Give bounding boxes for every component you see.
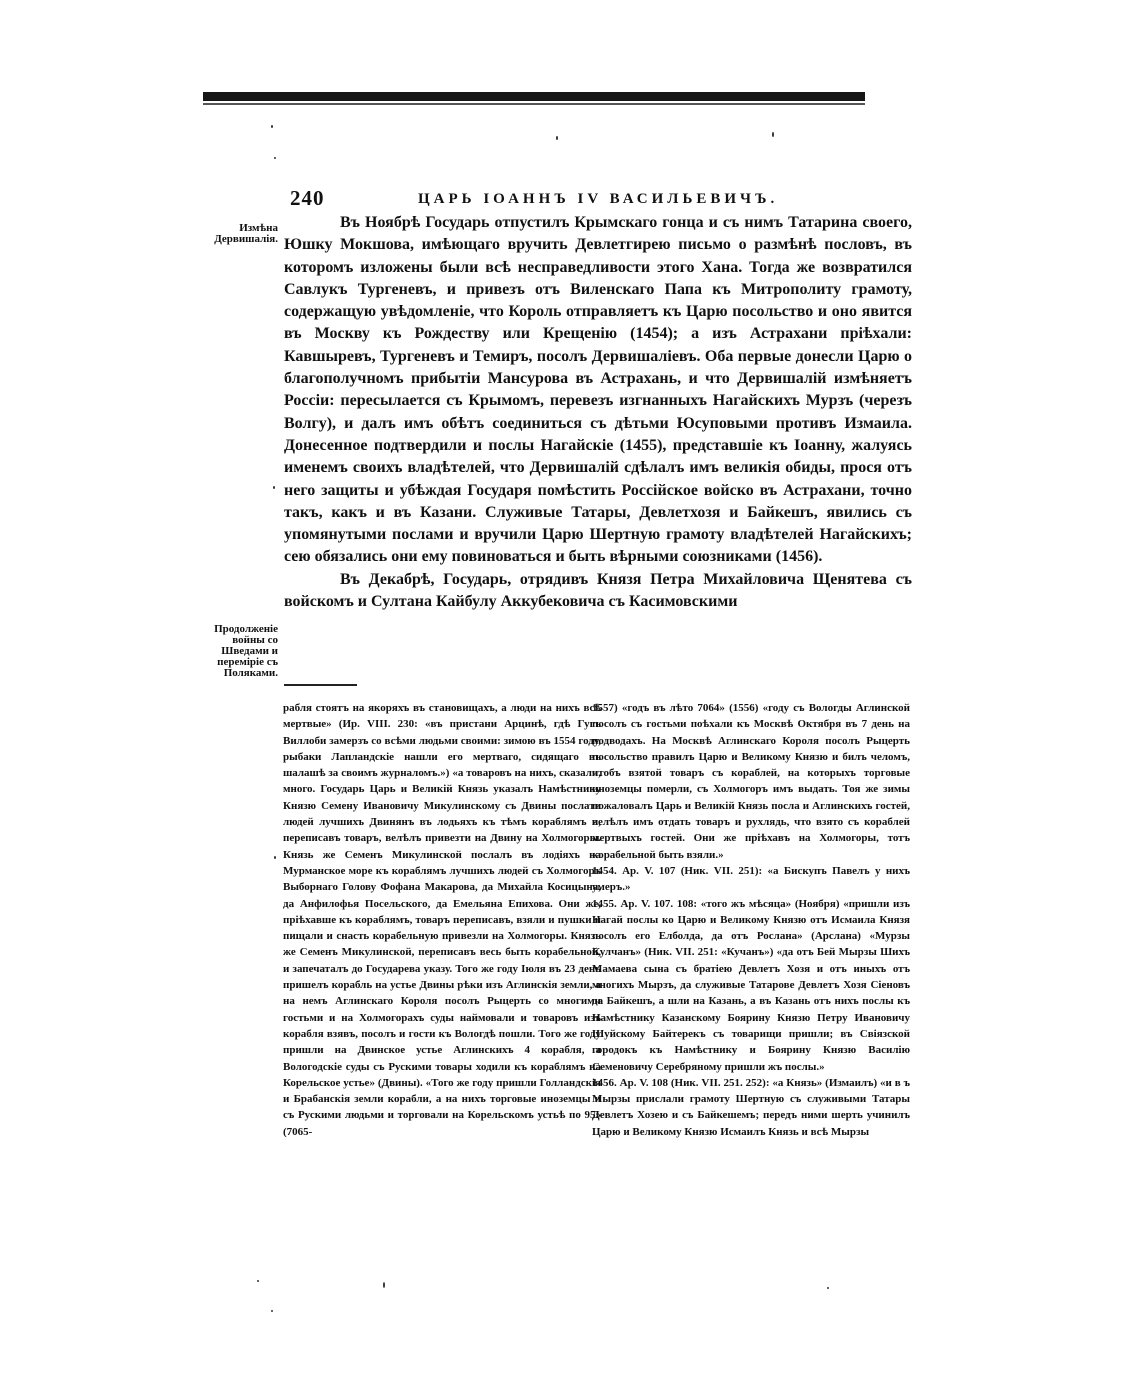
scan-speck [772,132,774,137]
page-number: 240 [290,186,325,210]
scan-speck [271,1310,273,1312]
footnote-left-1: рабля стоятъ на якоряхъ въ становищахъ, а люди на нихъ всѣ мертвые» (Ир. VIII. 230: «въ пристани Арцинѣ, гдѣ Гугъ Виллоби замерзъ со всѣми людьми своими: зимою въ 1554 году, рыбаки Лапландскіе нашли его мертваго, сидящаго въ шалашѣ за своимъ журналомъ.») «а товаровъ на нихъ, сказали, много. Государь Царь и Великій Князь указалъ Намѣстнику Князю Семену Ивановичу Микулинскому съ Двины послати людей лучшихъ Двинянъ въ лодьяхъ къ тѣмъ кораблямъ и, переписавъ товаръ, велѣлъ привезти на Двину на Холмогоры. Князь же Семенъ Микулинской послалъ въ лодіяхъ на Мурманское море къ кораблямъ лучшихъ людей съ Холмогоръ Выборнаго Голову Фофана Макарова, да Михайла Косицына, да Анфилофья Посельского, да Емельяна Епихова. Они же, пріѣхавше къ кораблямъ, товаръ переписавъ, взяли и пушки и пищали и снасть корабельную привезли на Холмогоры. Князь же Семенъ Микулинской, переписавъ весь быть корабельной, и запечаталъ до Государева указу. Того же году Іюля въ 23 день пришелъ корабль на устье Двины рѣки изъ Аглинскія земли, а на немъ Аглинскаго Короля посолъ Рыцерть со многими гостьми и на Холмогорахъ суды наймовали и товаровъ изъ корабля взявъ, посолъ и гости къ Вологдѣ пошли. Того же году пришли на Двинское устье Аглинскихъ 4 корабля, а Вологодскіе суды съ Рускими товары ходили къ кораблямъ на Корельское устье» (Двины). «Того же году пришли Голландскія и Брабанскія земли корабли, а на нихъ торговые иноземцы и съ Рускими людьми и торговали на Корельскомъ устьѣ по 95» (7065- [283,702,601,1138]
footnotes-left-column [283,700,601,1140]
scan-speck [274,856,276,859]
main-paragraph-1: Въ Ноябрѣ Государь отпустилъ Крымскаго гонца и съ нимъ Татарина своего, Юшку Мокшова, имѣющаго вручить Девлетгирею письмо о размѣнѣ пословъ, въ которомъ изложены были всѣ несправедливости этого Хана. Тогда же возвратился Савлукъ Тургеневъ, и привезъ отъ Виленскаго Папа къ Митрополиту грамоту, содержащую увѣдомленіе, что Король отправляетъ къ Царю посольство и оно явится въ Москву къ Рождеству или Крещенію (1454); а изъ Астрахани пріѣхали: Кавшыревъ, Тургеневъ и Темиръ, посолъ Дервишаліевъ. Оба первые донесли Царю о благополучномъ прибытіи Мансурова въ Астрахань, и что Дервишалій измѣняетъ Россіи: пересылается съ Крымомъ, перевезъ изгнанныхъ Нагайскихъ Мурзъ (черезъ Волгу), и далъ имъ обѣтъ соединиться съ дѣтьми Юсуповыми противъ Измаила. Донесенное подтвердили и послы Нагайскіе (1455), представшіе къ Іоанну, жалуясь именемъ своихъ владѣтелей, что Дервишалій сдѣлалъ имъ великія обиды, прося отъ него защиты и убѣждая Государя помѣстить Россійское войско въ Астрахани, точно такъ, какъ и въ Казани. Служивые Татары, Девлетхозя и Байкешъ, явились съ упомянутыми послами и вручили Царю Шертную грамоту владѣтелей Нагайскихъ; сею обязались они ему повиноваться и быть вѣрными союзниками (1456). [284,214,912,566]
top-border-underline [203,103,865,105]
scan-speck [556,136,558,140]
footnote-separator [284,684,357,686]
margin-note-war-sweden: Продолженіе войны со Шведами и переміріе съ Поляками. [214,623,278,679]
scan-speck [257,1280,259,1282]
footnotes-right-column [592,700,910,1140]
footnote-right-3: 1455. Ар. V. 107. 108: «того жъ мѣсяца» (Ноября) «пришли изъ Нагай послы ко Царю и Великому Князю отъ Исмаила Князя посолъ его Елболда, да отъ Рослана» (Арслана) «Мурзы Кулчанъ» (Ник. VII. 251: «Кучанъ») «да отъ Бей Мырзы Шихъ Мамаева сына съ братіею Девлетъ Хозя и отъ иныхъ отъ многихъ Мырзъ, да служивые Татарове Девлетъ Хозя Сіеновъ да Байкешъ, а шли на Казань, а въ Казань отъ нихъ послы къ Намѣстнику Казанскому Боярину Князю Петру Ивановичу Шуйскому Байтерекъ съ товарищи пришли; въ Свіязской городокъ къ Намѣстнику и Боярину Князю Василію Семеновичу Серебряному пришли жъ послы.» [592,897,910,1073]
footnote-right-2: 1454. Ар. V. 107 (Ник. VII. 251): «а Бискупъ Павелъ у нихъ умеръ.» [592,864,910,894]
scan-speck [274,157,276,159]
scan-speck [271,125,273,128]
footnote-right-1: 1557) «годъ въ лѣто 7064» (1556) «году съ Вологды Аглинской посолъ съ гостьми поѣхали къ Москвѣ Октября въ 7 день на подводахъ. На Москвѣ Аглинскаго Короля посолъ Рыцерть посольство правилъ Царю и Великому Князю и билъ челомъ, чтобъ взятой товаръ съ кораблей, на которыхъ торговые иноземцы померли, съ Холмогоръ имъ выдать. Тоя же зимы пожаловалъ Царь и Великій Князь посла и Аглинскихъ гостей, велѣлъ имъ отдать товаръ и рухлядь, что взято съ кораблей мертвыхъ гостей. Они же пріѣхавъ на Холмогоры, тотъ корабельной быть взяли.» [592,702,910,861]
margin-note-treason: Измѣна Дервишалія. [214,222,278,245]
main-paragraph-2: Въ Декабрѣ, Государь, отрядивъ Князя Петра Михайловича Щенятева съ войскомъ и Султана Кайбулу Аккубековича съ Касимовскими [284,570,912,611]
main-text [284,212,912,613]
footnote-right-4: 1456. Ар. V. 108 (Ник. VII. 251. 252): «а Князь» (Измаилъ) «и в ъ Мырзы прислали грамоту Шертную съ служивыми Татары Девлетъ Хозею и съ Байкешемъ; передъ ними шерть учинилъ Царю и Великому Князю Исмаилъ Князь и всѣ Мырзы [592,1076,910,1138]
scan-speck [273,486,275,489]
top-border-rule [203,92,865,101]
scan-speck [383,1282,385,1288]
running-head: ЦАРЬ ІОАННЪ IV ВАСИЛЬЕВИЧЪ. [418,191,779,207]
scan-speck [827,1287,829,1289]
